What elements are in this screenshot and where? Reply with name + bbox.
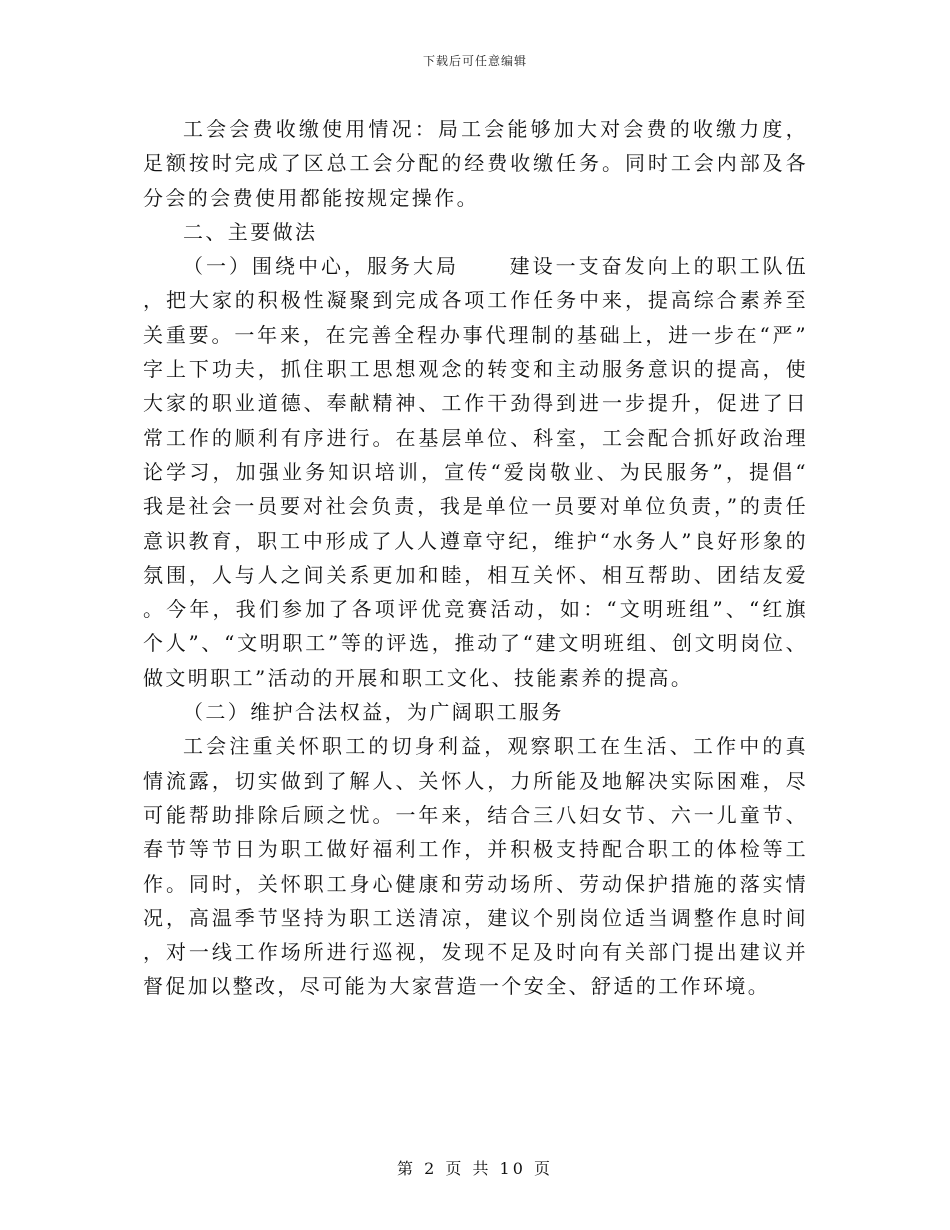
paragraph-section-1 — [143, 249, 808, 695]
section-heading-main-practices: 二、主要做法 — [183, 219, 318, 244]
page-header: 下载后可任意编辑 — [422, 54, 527, 68]
subsection-1-text: 建设一支奋发向上的职工队伍，把大家的积极性凝聚到完成各项工作任务中来，提高综合素养至关重要。一年来，在完善全程办事代理制的基础上，进一步在“严”字上下功夫，抓住职工思想观念的转变和主动服务意识的提高，使大家的职业道德、奉献精神、工作干劲得到进一步提升，促进了日常工作的顺利有序进行。在基层单位、科室，工会配合抓好政治理论学习，加强业务知识培训，宣传“爱岗敬业、为民服务”，提倡“我是社会一员要对社会负责，我是单位一员要对单位负责，”的责任意识教育，职工中形成了人人遵章守纪，维护“水务人”良好形象的氛围，人与人之间关系更加和睦，相互关怀、相互帮助、团结友爱。今年，我们参加了各项评优竞赛活动，如：“文明班组”、“红旗个人”、“文明职工”等的评选，推动了“建文明班组、创文明岗位、做文明职工”活动的开展和职工文化、技能素养的提高。 — [143, 254, 808, 690]
subsection-heading-2: （二）维护合法权益，为广阔职工服务 — [183, 700, 564, 725]
subsection-heading-1: （一）围绕中心，服务大局 — [183, 254, 459, 279]
paragraph-union-fees: 工会会费收缴使用情况：局工会能够加大对会费的收缴力度，足额按时完成了区总工会分配的经费收缴任务。同时工会内部及各分会的会费使用都能按规定操作。 — [143, 117, 808, 210]
document-body — [143, 112, 808, 1004]
page-footer: 第 2 页 共 10 页 — [397, 1159, 553, 1178]
paragraph-section-2: 工会注重关怀职工的切身利益，观察职工在生活、工作中的真情流露，切实做到了解人、关怀人，力所能及地解决实际困难，尽可能帮助排除后顾之忧。一年来，结合三八妇女节、六一儿童节、春节等节日为职工做好福利工作，并积极支持配合职工的体检等工作。同时，关怀职工身心健康和劳动场所、劳动保护措施的落实情况，高温季节坚持为职工送清凉，建议个别岗位适当调整作息时间，对一线工作场所进行巡视，发现不足及时向有关部门提出建议并督促加以整改，尽可能为大家营造一个安全、舒适的工作环境。 — [143, 734, 808, 999]
